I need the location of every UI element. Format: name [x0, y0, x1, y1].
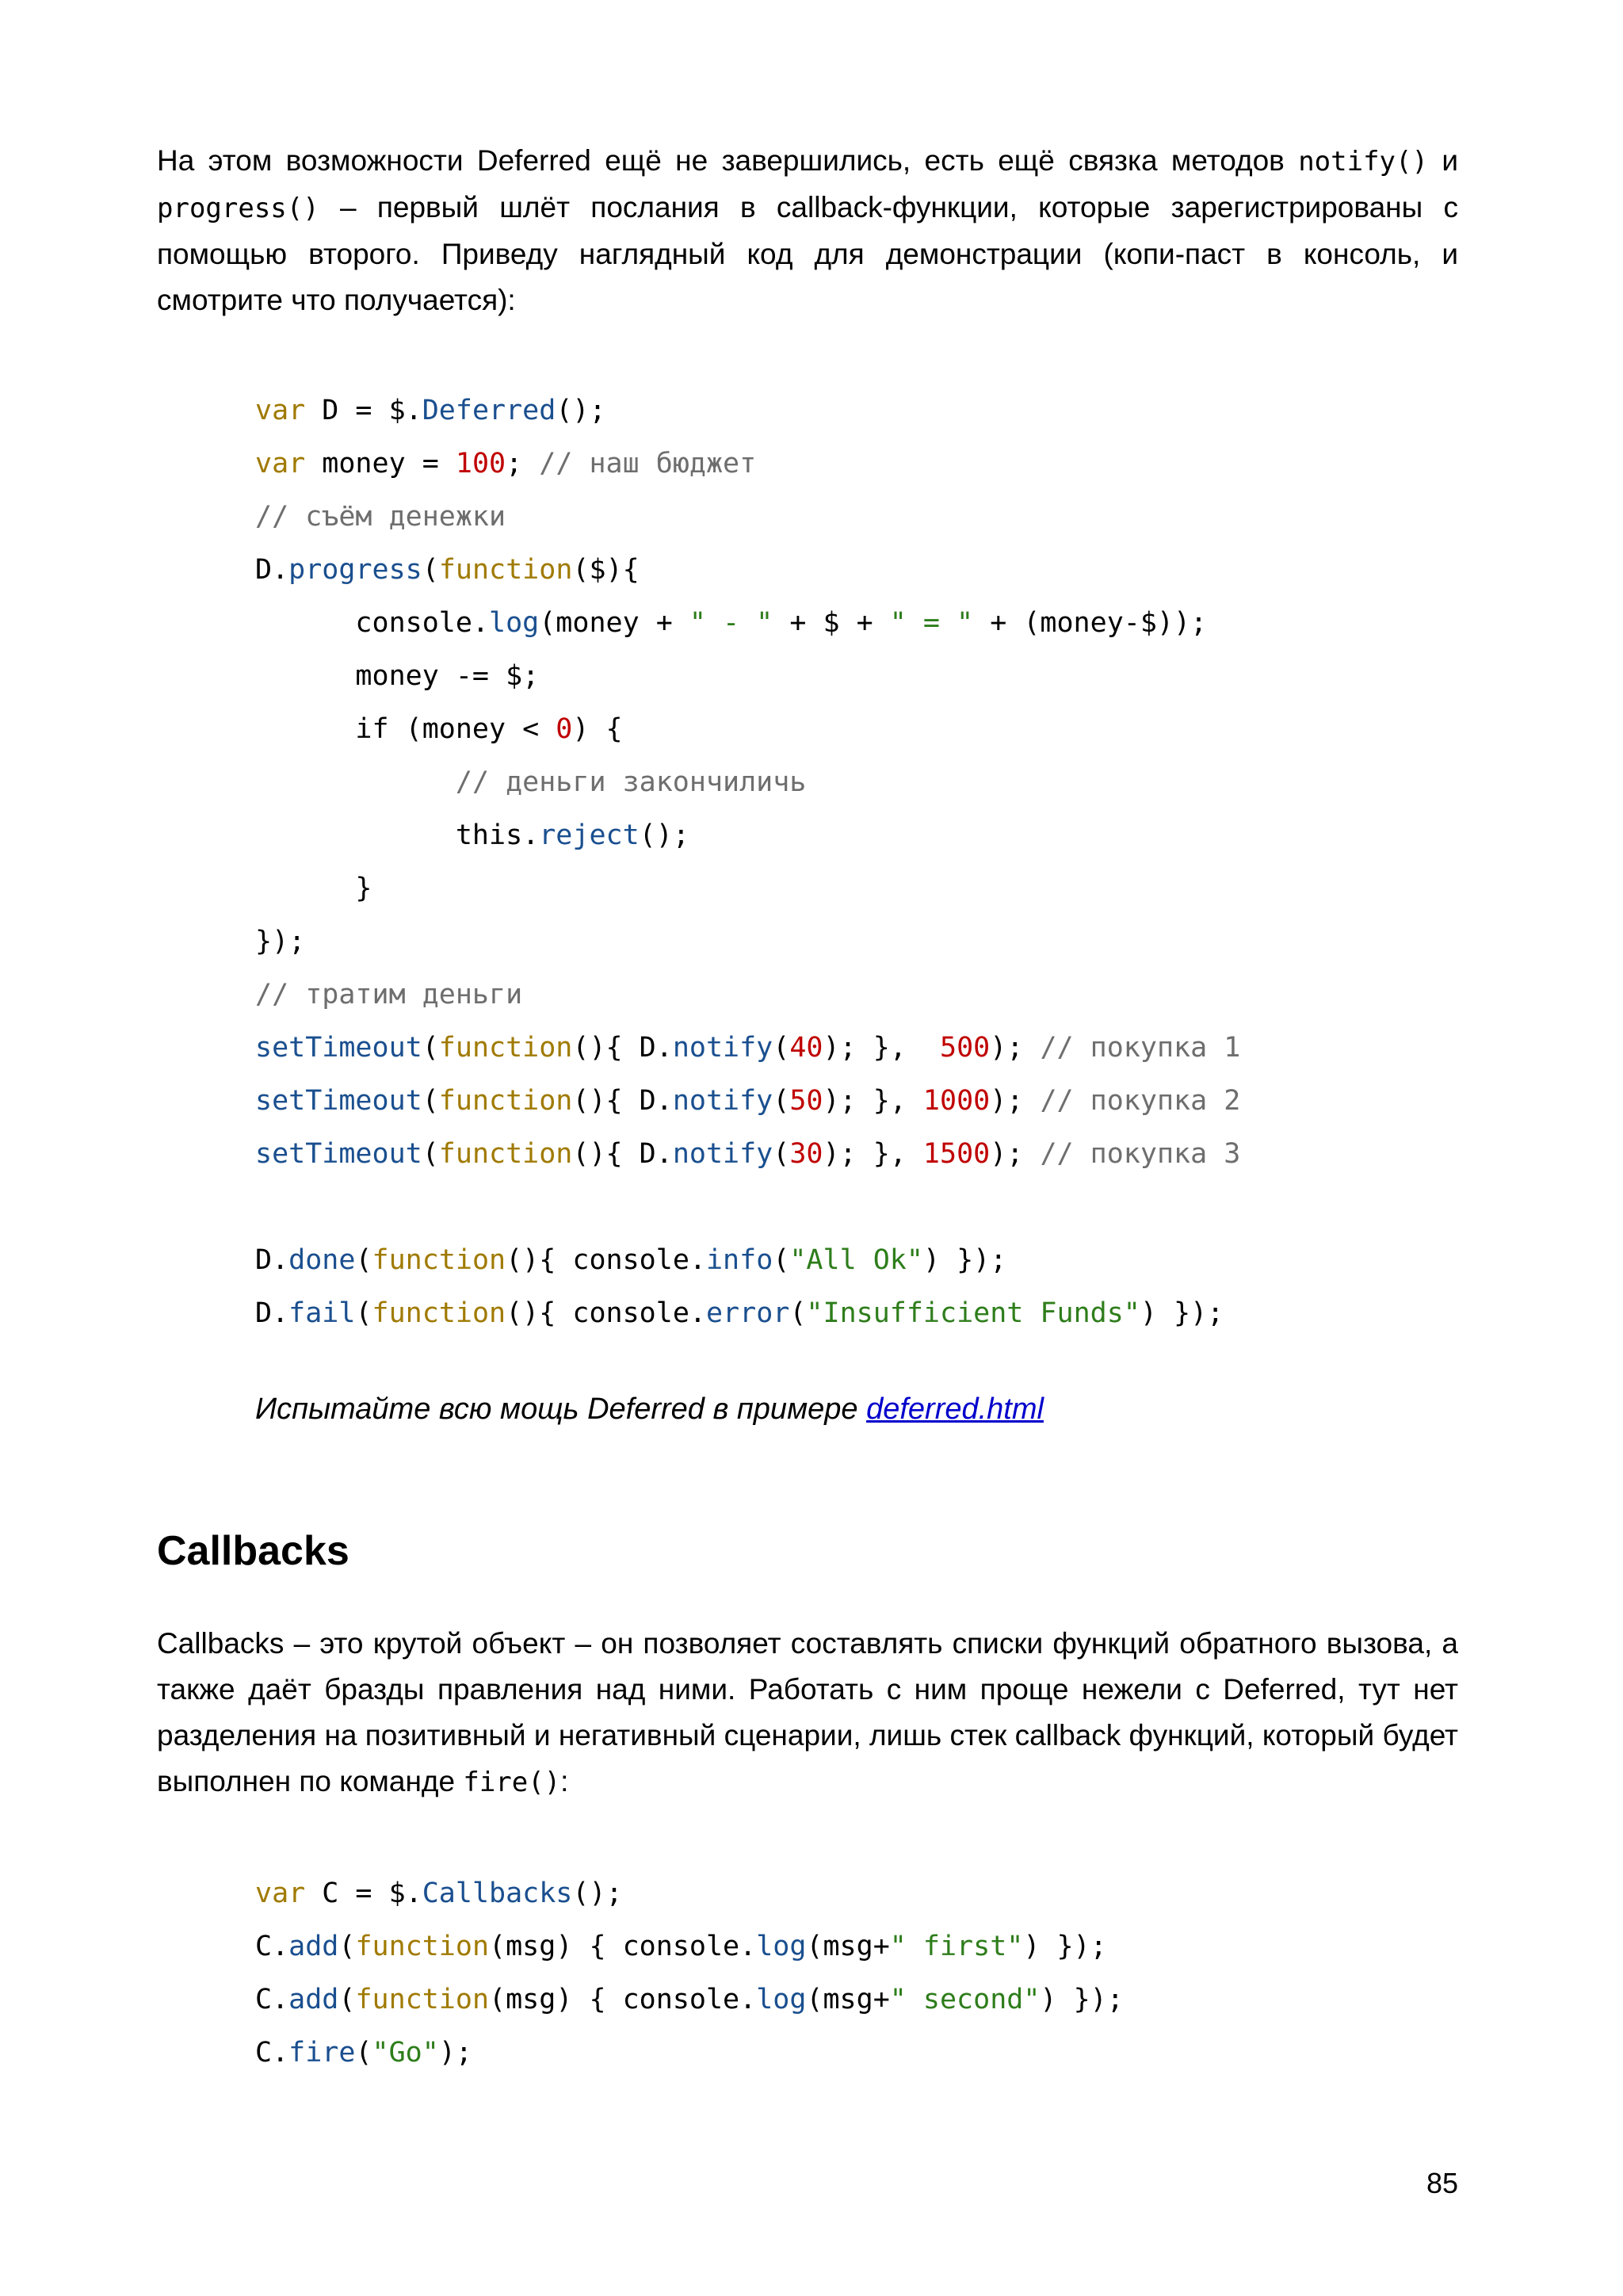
- code-token: );: [438, 2037, 472, 2069]
- code-token: (msg+: [806, 1931, 890, 1962]
- callbacks-text-2: :: [560, 1765, 569, 1797]
- code-token: (: [338, 1984, 356, 2015]
- code-token: "Go": [372, 2037, 439, 2069]
- code-token: // покупка 1: [1040, 1032, 1241, 1064]
- code-line: [255, 491, 1240, 544]
- inline-code-notify: notify(): [1298, 146, 1428, 178]
- intro-paragraph: [157, 138, 1458, 323]
- code-token: function: [372, 1297, 506, 1329]
- code-token: (){ console.: [506, 1297, 706, 1329]
- code-line: [255, 384, 1240, 437]
- code-line: [255, 1181, 1240, 1234]
- code-token: function: [372, 1244, 506, 1276]
- code-token: 50: [789, 1085, 823, 1117]
- code-token: C = $.: [305, 1878, 422, 1909]
- code-token: ) });: [1023, 1931, 1107, 1962]
- code-token: (){ D.: [572, 1085, 673, 1117]
- code-token: );: [990, 1138, 1041, 1170]
- code-token: " - ": [689, 607, 773, 639]
- code-token: ); },: [823, 1032, 940, 1064]
- code-line: [255, 1075, 1240, 1128]
- code-token: // наш бюджет: [539, 448, 757, 479]
- code-token: C.: [255, 2037, 289, 2069]
- code-line: [255, 756, 1240, 809]
- code-token: D.: [255, 1244, 289, 1276]
- code-line: [255, 1128, 1240, 1181]
- code-token: log: [756, 1984, 807, 2015]
- inline-code-progress: progress(): [157, 193, 319, 224]
- code-token: done: [288, 1244, 356, 1276]
- code-token: // деньги закончиличь: [455, 766, 807, 798]
- code-token: [255, 766, 456, 798]
- code-block-callbacks: [255, 1867, 1124, 2080]
- code-token: });: [255, 926, 306, 957]
- code-token: + (money-$));: [973, 607, 1208, 639]
- code-line: [255, 2027, 1124, 2080]
- code-token: " = ": [889, 607, 974, 639]
- code-token: 500: [940, 1032, 991, 1064]
- code-token: money -= $;: [255, 660, 540, 692]
- code-token: ) });: [1040, 1984, 1124, 2015]
- code-token: reject: [539, 819, 640, 851]
- code-token: ) });: [922, 1244, 1007, 1276]
- code-token: notify: [672, 1032, 773, 1064]
- code-line: [255, 1920, 1124, 1973]
- code-token: (){ console.: [506, 1244, 706, 1276]
- code-token: setTimeout: [255, 1085, 422, 1117]
- code-token: // тратим деньги: [255, 979, 523, 1010]
- deferred-example-link[interactable]: deferred.html: [866, 1392, 1044, 1426]
- code-token: setTimeout: [255, 1032, 422, 1064]
- code-token: notify: [672, 1138, 773, 1170]
- try-example-text: Испытайте всю мощь Deferred в примере: [255, 1392, 867, 1426]
- code-token: setTimeout: [255, 1138, 422, 1170]
- code-token: (: [338, 1931, 356, 1962]
- code-token: 40: [789, 1032, 823, 1064]
- code-token: function: [355, 1984, 490, 2015]
- code-line: [255, 544, 1240, 597]
- code-token: log: [489, 607, 540, 639]
- code-token: add: [288, 1984, 339, 2015]
- code-token: (: [422, 554, 439, 586]
- code-token: Deferred: [422, 395, 556, 426]
- code-token: if (money <: [255, 713, 556, 745]
- code-token: notify: [672, 1085, 773, 1117]
- page-number: 85: [1426, 2167, 1458, 2199]
- try-example-line: [255, 1389, 1044, 1430]
- code-token: (: [355, 2037, 372, 2069]
- intro-text-2: и: [1427, 144, 1458, 177]
- code-line: [255, 809, 1240, 862]
- code-token: money =: [305, 448, 456, 479]
- code-token: var: [255, 1878, 306, 1909]
- code-token: // покупка 2: [1040, 1085, 1241, 1117]
- code-token: fail: [288, 1297, 356, 1329]
- code-token: function: [355, 1931, 490, 1962]
- code-line: [255, 650, 1240, 703]
- code-token: (){ D.: [572, 1032, 673, 1064]
- code-token: 1000: [922, 1085, 991, 1117]
- code-token: " first": [889, 1931, 1024, 1962]
- code-line: [255, 1973, 1124, 2027]
- code-token: Callbacks: [422, 1878, 573, 1909]
- code-token: (: [773, 1032, 790, 1064]
- code-token: progress: [288, 554, 422, 586]
- callbacks-text-1: Callbacks – это крутой объект – он позволяет составлять списки функций обратного вызова, а также даёт бразды правления над ними. Работать с ним проще нежели с Deferred, тут нет разделения на позитивный и негативный сценарии, лишь стек callback функций, который будет выполнен по команде: [157, 1627, 1458, 1797]
- code-token: (msg) { console.: [489, 1984, 757, 2015]
- code-token: console.: [255, 607, 490, 639]
- code-token: function: [438, 1032, 573, 1064]
- code-token: (msg) { console.: [489, 1931, 757, 1962]
- code-token: "All Ok": [789, 1244, 923, 1276]
- code-block-deferred: [255, 384, 1240, 1340]
- code-token: (: [355, 1244, 372, 1276]
- code-token: D.: [255, 554, 289, 586]
- code-token: C.: [255, 1984, 289, 2015]
- code-token: 30: [789, 1138, 823, 1170]
- code-token: var: [255, 395, 306, 426]
- section-heading-callbacks: Callbacks: [157, 1528, 349, 1574]
- code-token: ); },: [823, 1138, 923, 1170]
- inline-code-fire: fire(): [463, 1767, 561, 1798]
- code-token: " second": [889, 1984, 1041, 2015]
- code-line: [255, 968, 1240, 1022]
- code-line: [255, 915, 1240, 968]
- code-token: fire: [288, 2037, 356, 2069]
- code-token: ();: [556, 395, 606, 426]
- code-line: [255, 703, 1240, 756]
- code-token: // покупка 3: [1040, 1138, 1241, 1170]
- code-token: function: [438, 554, 573, 586]
- code-line: [255, 597, 1240, 650]
- code-token: 100: [455, 448, 506, 479]
- code-token: error: [705, 1297, 790, 1329]
- code-line: [255, 1234, 1240, 1287]
- code-token: (: [773, 1085, 790, 1117]
- code-token: (: [789, 1297, 807, 1329]
- code-token: // съём денежки: [255, 501, 506, 533]
- code-line: [255, 1867, 1124, 1920]
- intro-text-3: – первый шлёт послания в callback-функции, которые зарегистрированы с помощью второго. Приведу наглядный код для демонстрации (копи-паст в консоль, и смотрите что получается):: [157, 191, 1458, 316]
- code-token: ); },: [823, 1085, 923, 1117]
- code-token: C.: [255, 1931, 289, 1962]
- code-token: log: [756, 1931, 807, 1962]
- code-token: ) {: [572, 713, 623, 745]
- code-token: this.: [255, 819, 540, 851]
- intro-text-1: На этом возможности Deferred ещё не завершились, есть ещё связка методов: [157, 144, 1299, 177]
- code-token: );: [990, 1085, 1041, 1117]
- code-token: ();: [639, 819, 689, 851]
- code-token: (: [773, 1138, 790, 1170]
- code-token: D = $.: [305, 395, 422, 426]
- code-token: (: [422, 1085, 439, 1117]
- code-token: (msg+: [806, 1984, 890, 2015]
- code-token: 0: [556, 713, 573, 745]
- code-token: (: [355, 1297, 372, 1329]
- code-token: + $ +: [773, 607, 890, 639]
- code-token: "Insufficient Funds": [806, 1297, 1140, 1329]
- code-token: var: [255, 448, 306, 479]
- code-token: (: [422, 1138, 439, 1170]
- code-line: [255, 437, 1240, 491]
- code-line: [255, 1022, 1240, 1075]
- code-line: [255, 862, 1240, 915]
- code-token: (money +: [539, 607, 689, 639]
- code-token: (: [422, 1032, 439, 1064]
- code-token: ) });: [1140, 1297, 1224, 1329]
- code-token: (: [773, 1244, 790, 1276]
- code-token: info: [705, 1244, 773, 1276]
- code-token: ($){: [572, 554, 640, 586]
- code-line: [255, 1287, 1240, 1340]
- code-token: function: [438, 1138, 573, 1170]
- code-token: add: [288, 1931, 339, 1962]
- code-token: }: [255, 873, 372, 904]
- code-token: );: [990, 1032, 1041, 1064]
- code-token: (){ D.: [572, 1138, 673, 1170]
- callbacks-paragraph: [157, 1621, 1458, 1805]
- code-token: 1500: [922, 1138, 991, 1170]
- code-token: function: [438, 1085, 573, 1117]
- code-token: D.: [255, 1297, 289, 1329]
- code-token: ();: [572, 1878, 623, 1909]
- code-token: ;: [506, 448, 540, 479]
